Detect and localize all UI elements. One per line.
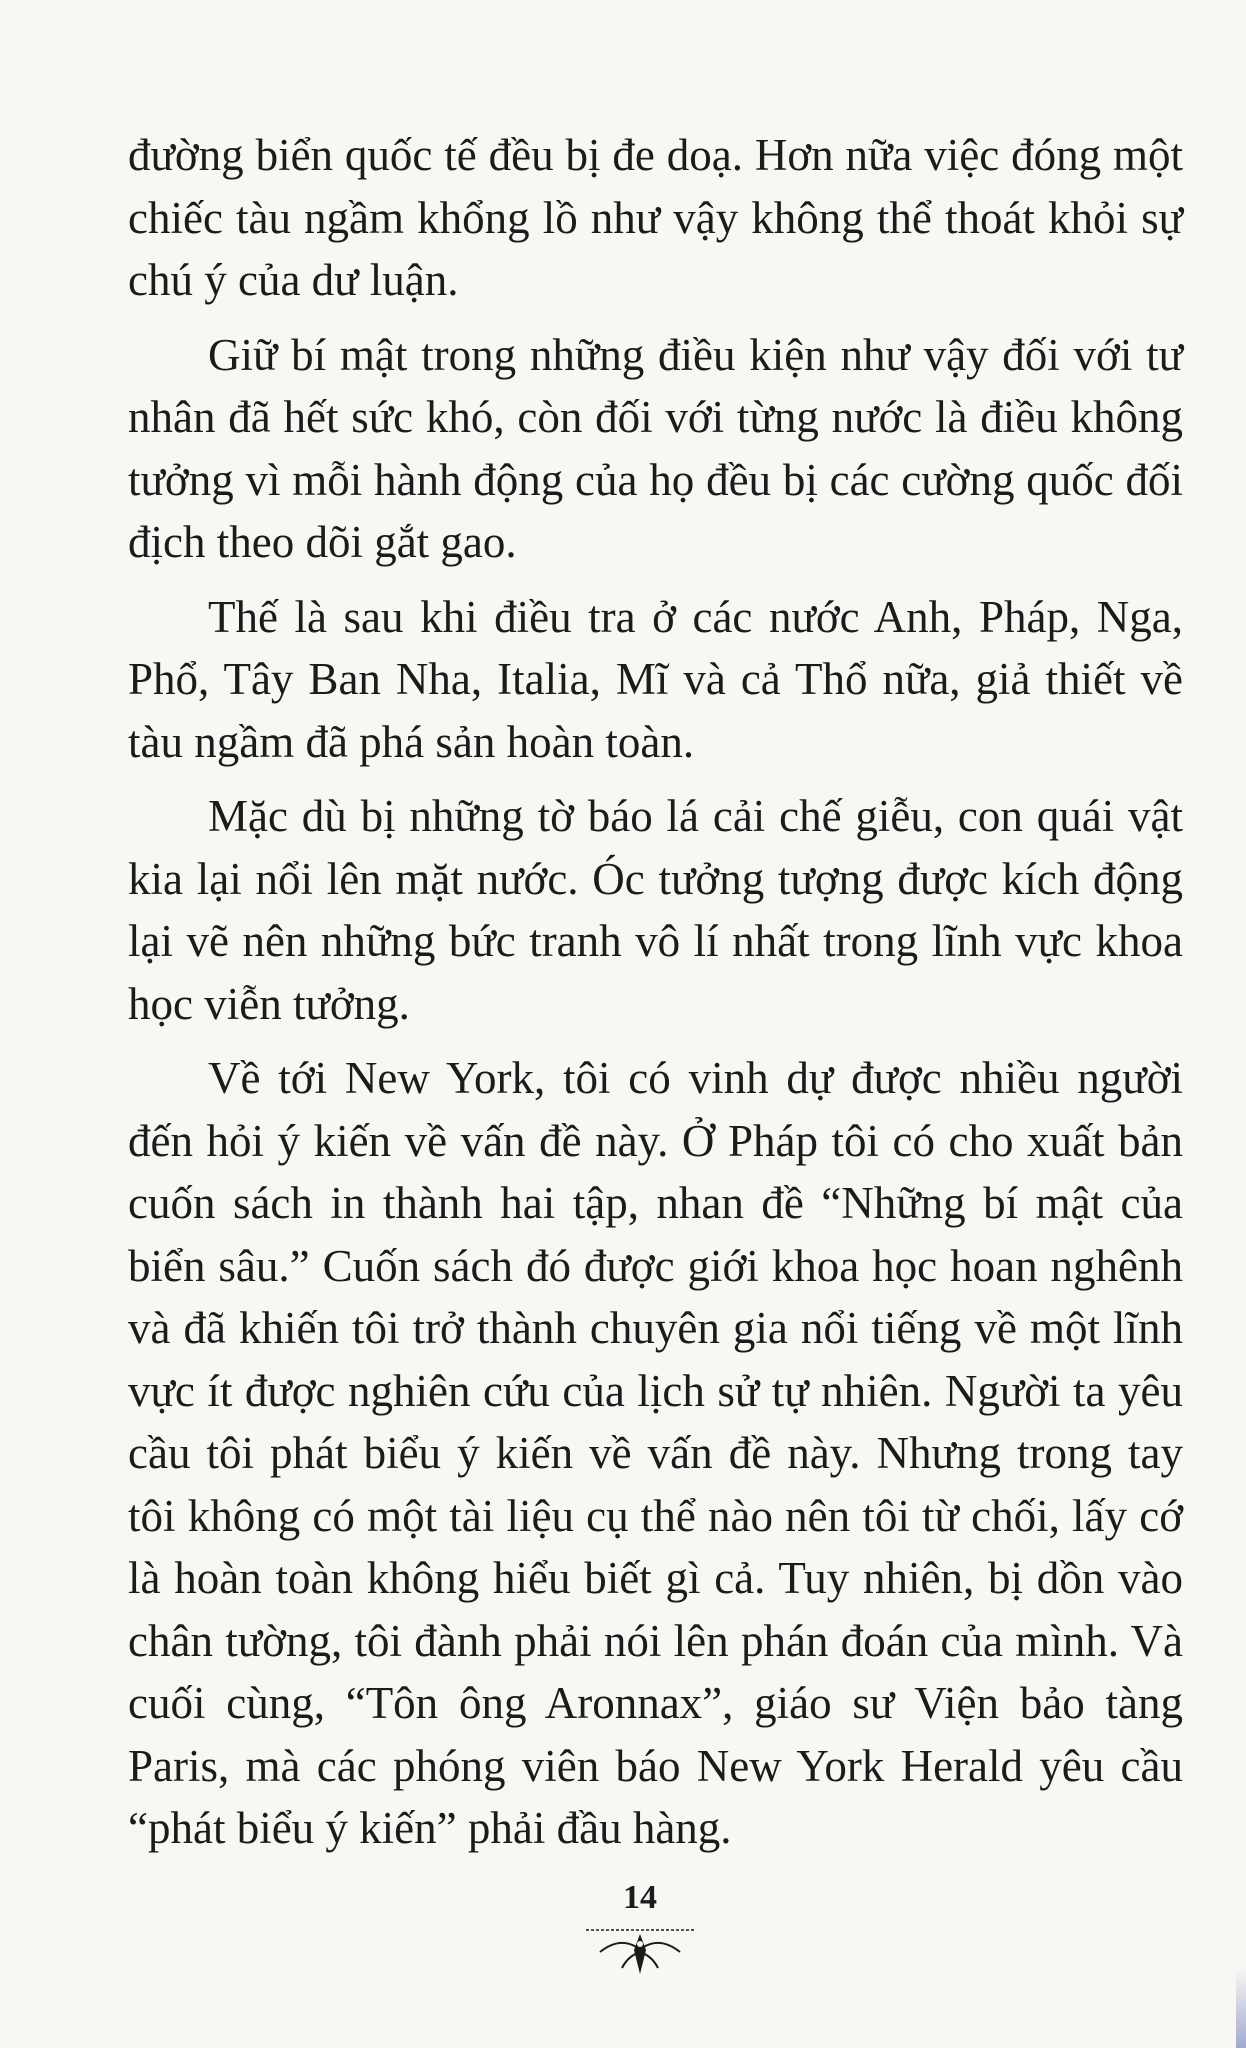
paragraph-3: Mặc dù bị những tờ báo lá cải chế giễu, con quái vật kia lại nổi lên mặt nước. Óc tưởng tượng được kích động lại vẽ nên những bức tranh vô lí nhất trong lĩnh vực khoa học viễn tưởng. — [128, 791, 1183, 1029]
paragraph-2: Thế là sau khi điều tra ở các nước Anh, Pháp, Nga, Phổ, Tây Ban Nha, Italia, Mĩ và cả Thổ nữa, giả thiết về tàu ngầm đã phá sản hoàn toàn. — [128, 591, 1183, 767]
fleuron-ornament-icon — [580, 1922, 700, 1978]
page-number: 14 — [623, 1879, 657, 1916]
paragraph-1: Giữ bí mật trong những điều kiện như vậy đối với tư nhân đã hết sức khó, còn đối với từng nước là điều không tưởng vì mỗi hành động của họ đều bị các cường quốc đối địch theo dõi gắt gao. — [128, 329, 1183, 567]
scan-edge-mark — [1236, 1968, 1246, 2048]
paragraph-0: đường biển quốc tế đều bị đe doạ. Hơn nữa việc đóng một chiếc tàu ngầm khổng lồ như vậy không thể thoát khỏi sự chú ý của dư luận. — [128, 130, 1183, 305]
body-text — [128, 124, 1183, 1860]
paragraph-4: Về tới New York, tôi có vinh dự được nhiều người đến hỏi ý kiến về vấn đề này. Ở Pháp tôi có cho xuất bản cuốn sách in thành hai tập, nhan đề “Những bí mật của biển sâu.” Cuốn sách đó được giới khoa học hoan nghênh và đã khiến tôi trở thành chuyên gia nổi tiếng về một lĩnh vực ít được nghiên cứu của lịch sử tự nhiên. Người ta yêu cầu tôi phát biểu ý kiến về vấn đề này. Nhưng trong tay tôi không có một tài liệu cụ thể nào nên tôi từ chối, lấy cớ là hoàn toàn không hiểu biết gì cả. Tuy nhiên, bị dồn vào chân tường, tôi đành phải nói lên phán đoán của mình. Và cuối cùng, “Tôn ông Aronnax”, giáo sư Viện bảo tàng Paris, mà các phóng viên báo New York Herald yêu cầu “phát biểu ý kiến” phải đầu hàng. — [128, 1053, 1183, 1853]
page-footer — [560, 1878, 720, 1978]
